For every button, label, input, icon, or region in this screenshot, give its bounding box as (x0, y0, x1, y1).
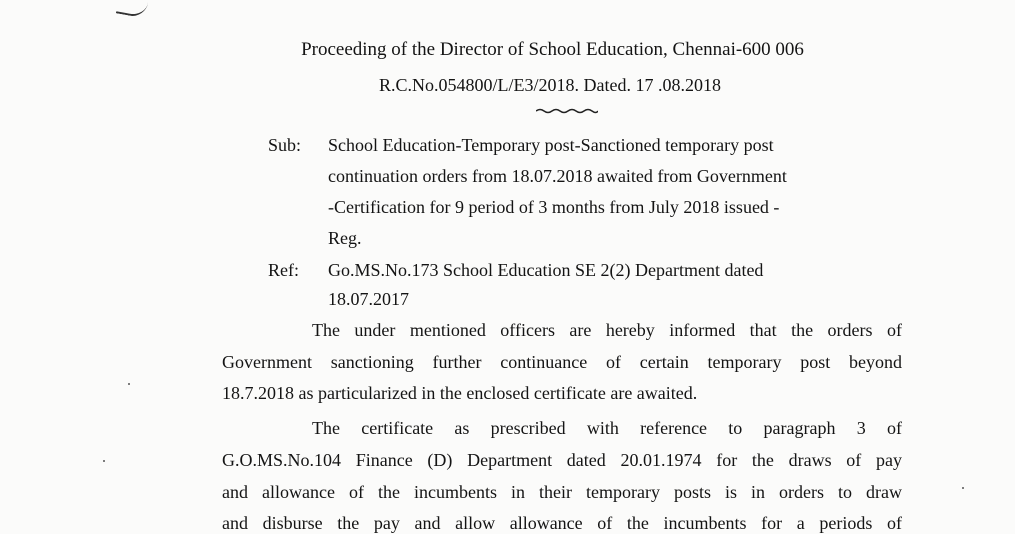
subject-line: School Education-Temporary post-Sanctioned temporary post (328, 135, 774, 155)
pen-mark (116, 0, 148, 18)
reference-number: R.C.No.054800/L/E3/2018. Dated. 17 .08.2018 (379, 75, 721, 95)
paragraph-line: G.O.MS.No.104 Finance (D) Department dated 20.01.1974 for the draws of pay (222, 450, 902, 470)
subject-label: Sub: (268, 135, 302, 155)
document-title: Proceeding of the Director of School Education, Chennai-600 006 (301, 39, 804, 60)
paragraph-line: The certificate as prescribed with reference to paragraph 3 of (312, 418, 902, 438)
subject-line: -Certification for 9 period of 3 months from July 2018 issued - (328, 197, 780, 217)
reference-line: Go.MS.No.173 School Education SE 2(2) Department dated (328, 260, 764, 280)
paragraph-line: 18.7.2018 as particularized in the enclosed certificate are awaited. (222, 383, 698, 403)
paragraph-line: and disburse the pay and allow allowance of the incumbents for a periods of (222, 513, 902, 533)
paragraph-line: and allowance of the incumbents in their temporary posts is in orders to draw (222, 482, 902, 502)
decorative-divider (536, 108, 598, 114)
scan-speck (128, 383, 130, 385)
paragraph-line: The under mentioned officers are hereby informed that the orders of (312, 320, 902, 340)
subject-line: continuation orders from 18.07.2018 awaited from Government (328, 166, 787, 186)
reference-label: Ref: (268, 260, 299, 280)
reference-line: 18.07.2017 (328, 289, 409, 309)
paragraph-line: Government sanctioning further continuance of certain temporary post beyond (222, 352, 902, 372)
scan-speck (962, 487, 964, 489)
scan-speck (103, 460, 105, 462)
subject-line: Reg. (328, 228, 362, 248)
